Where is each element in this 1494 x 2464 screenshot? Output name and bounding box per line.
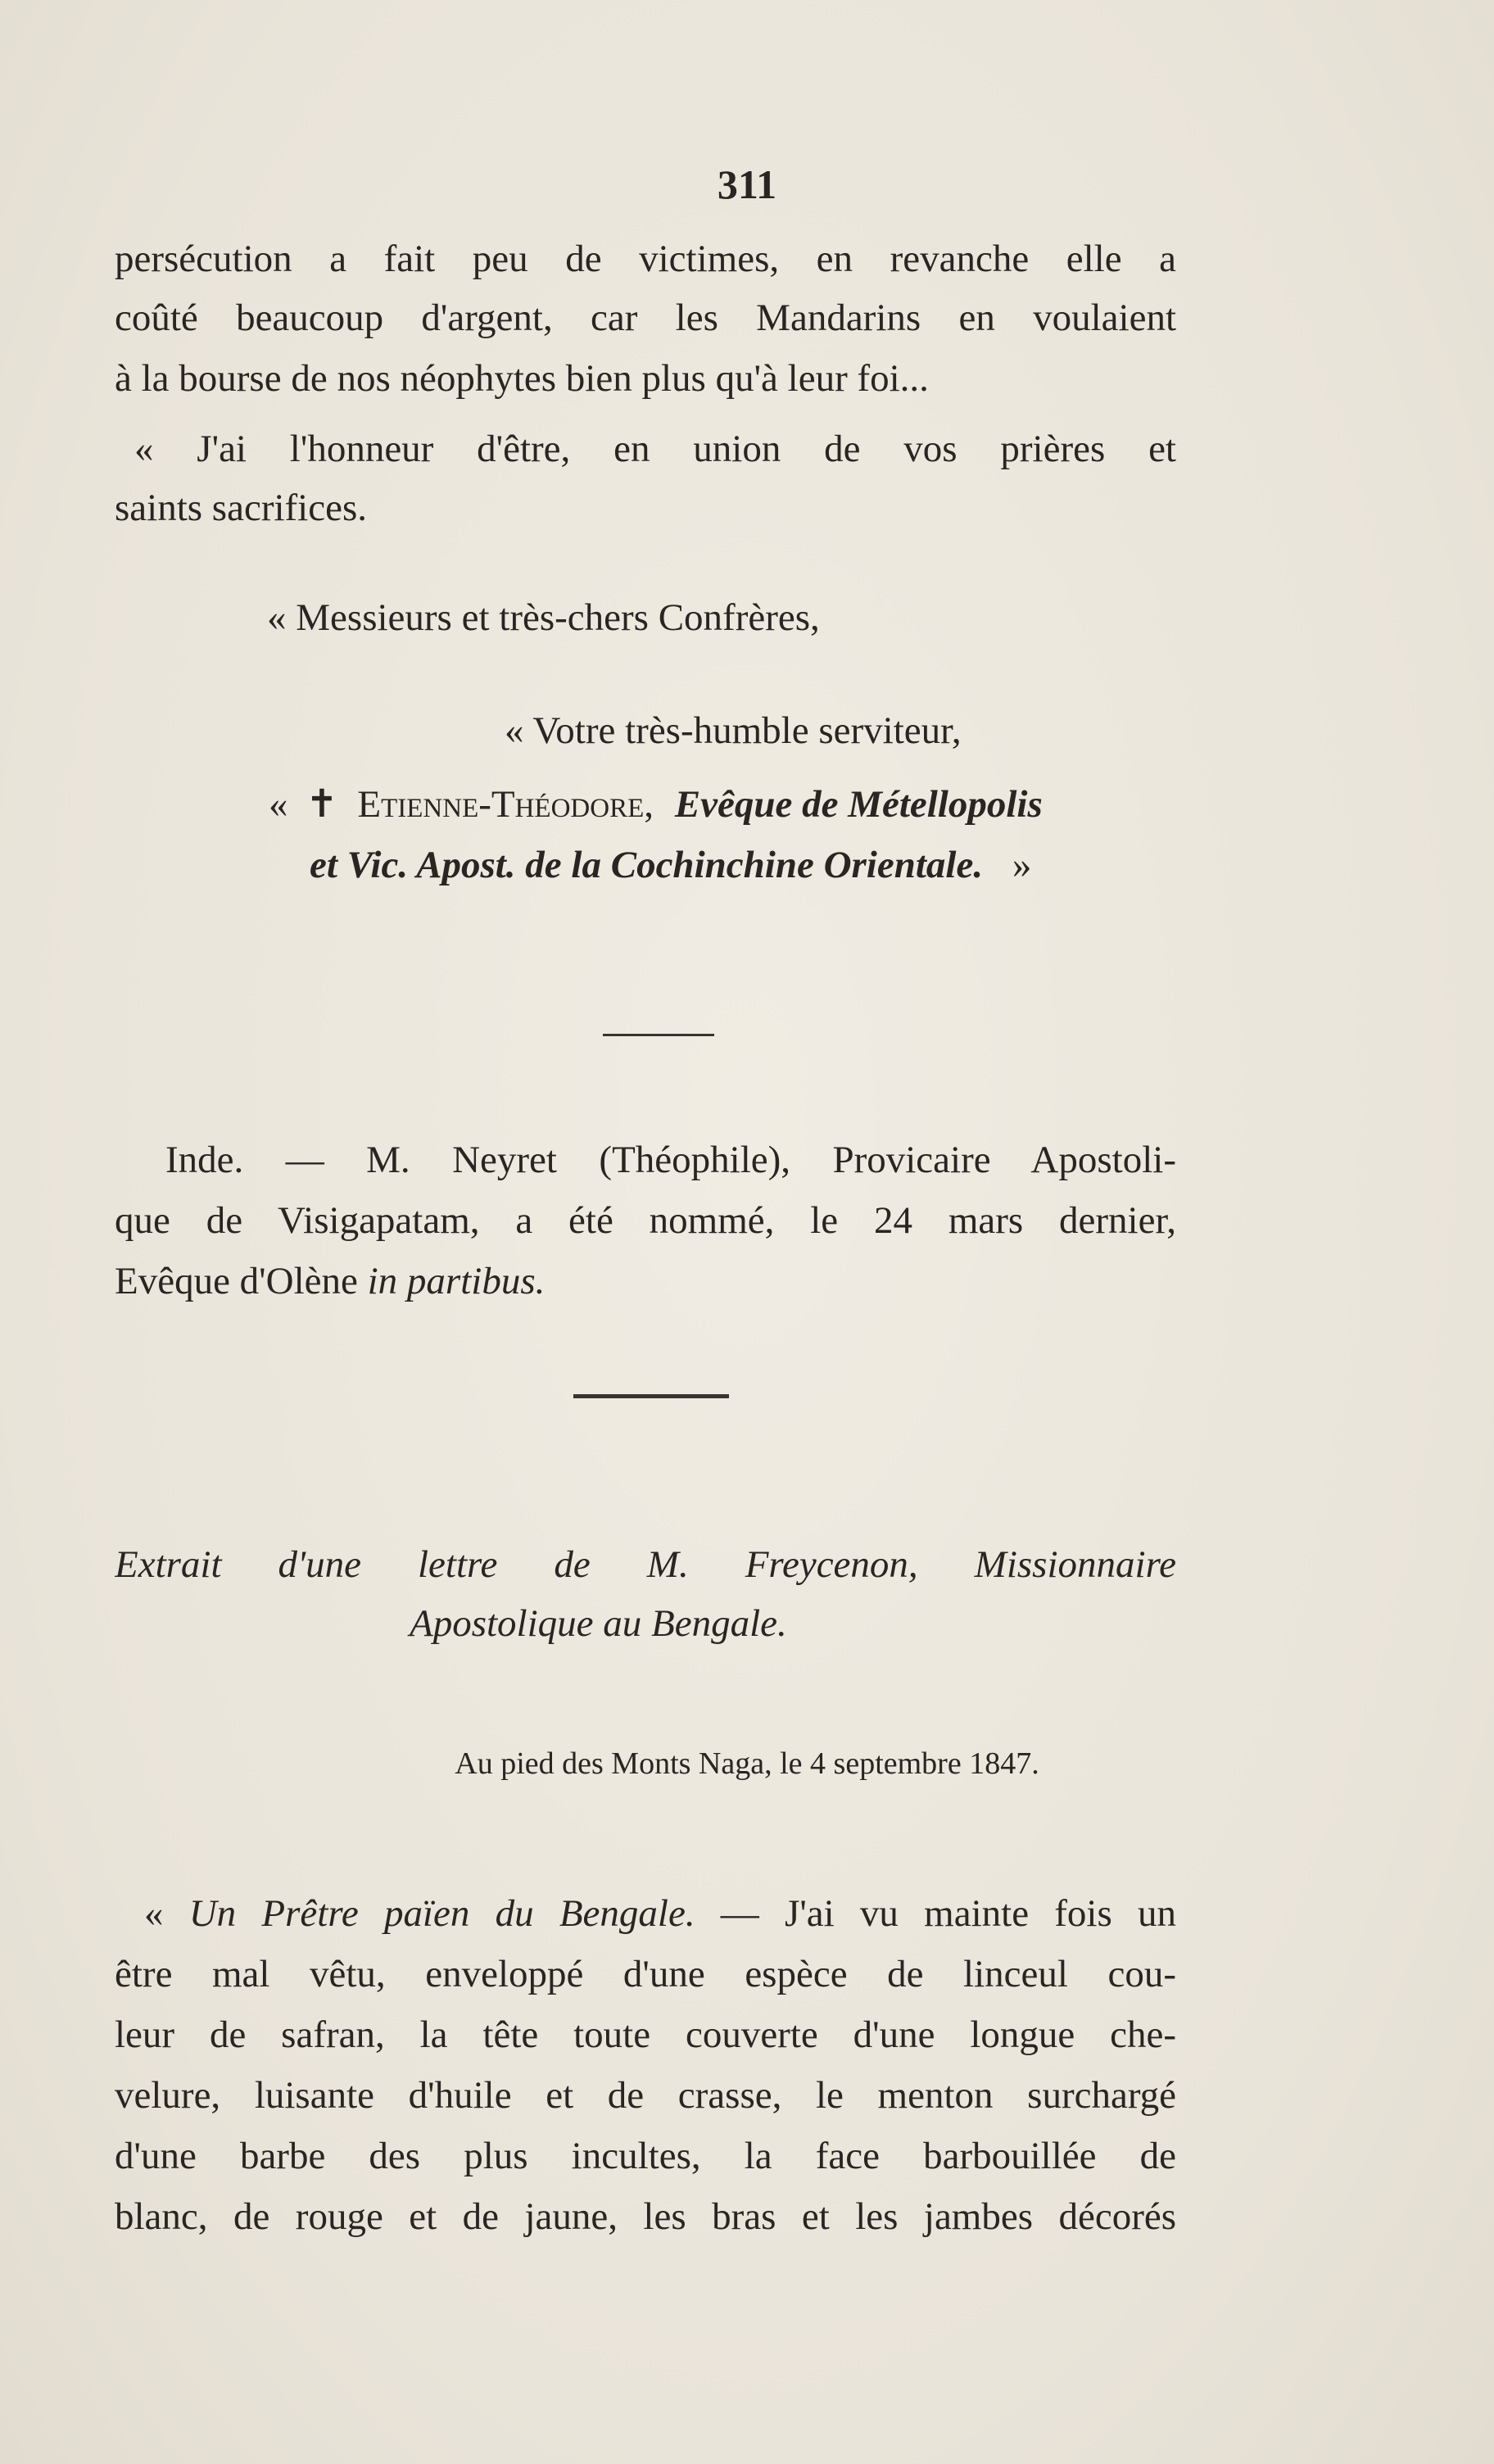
text-line [115,1889,1176,1938]
text-line: à la bourse de nos néophytes bien plus qu'à leur foi... [115,357,929,400]
open-quote: « [269,783,288,826]
text-span: « [144,1892,189,1935]
text-line [115,1257,1176,1306]
signature-line-1 [269,780,1176,829]
text-line: être mal vêtu, enveloppé d'une espèce de linceul cou- [115,1953,1176,1995]
text-line: leur de safran, la tête toute couverte d'une longue che- [115,2013,1176,2056]
text-span-italic: in partibus. [367,1260,546,1302]
text-line: saints sacrifices. [115,487,368,529]
signature-line-2 [310,840,1176,890]
text-line: Apostolique au Bengale. [410,1602,787,1645]
text-line: d'une barbe des plus incultes, la face barbouillée de [115,2135,1176,2177]
text-line: « Messieurs et très-chers Confrères, [267,596,820,639]
text-line: coûté beaucoup d'argent, car les Mandarins en voulaient [115,297,1176,339]
text-span-italic: Un Prêtre païen du Bengale. [188,1892,695,1935]
dateline: Au pied des Monts Naga, le 4 septembre 1847. [455,1746,1039,1781]
text-line: velure, luisante d'huile et de crasse, le menton surchargé [115,2074,1176,2117]
text-span: — J'ai vu mainte fois un [695,1892,1176,1935]
text-line: Extrait d'une lettre de M. Freycenon, Missionnaire [115,1543,1176,1586]
separator-rule [573,1394,729,1398]
text-line: « Votre très-humble serviteur, [505,709,962,752]
separator-rule [603,1034,714,1036]
signature-title: Evêque de Métellopolis [674,783,1043,826]
signature-role: et Vic. Apost. de la Cochinchine Orientale. [310,844,984,886]
signature-name: Etienne-Théodore, [357,783,654,826]
text-line: blanc, de rouge et de jaune, les bras et les jambes décorés [115,2195,1176,2238]
cross-icon: ✝ [306,783,338,826]
text-line: persécution a fait peu de victimes, en revanche elle a [115,238,1176,280]
close-quote: » [1012,844,1032,886]
text-line: « J'ai l'honneur d'être, en union de vos prières et [134,428,1176,470]
page-number: 311 [717,161,777,207]
text-line: que de Visigapatam, a été nommé, le 24 mars dernier, [115,1199,1176,1242]
text-span: Evêque d'Olène [115,1260,368,1302]
text-line: Inde. — M. Neyret (Théophile), Provicaire Apostoli- [165,1139,1176,1181]
